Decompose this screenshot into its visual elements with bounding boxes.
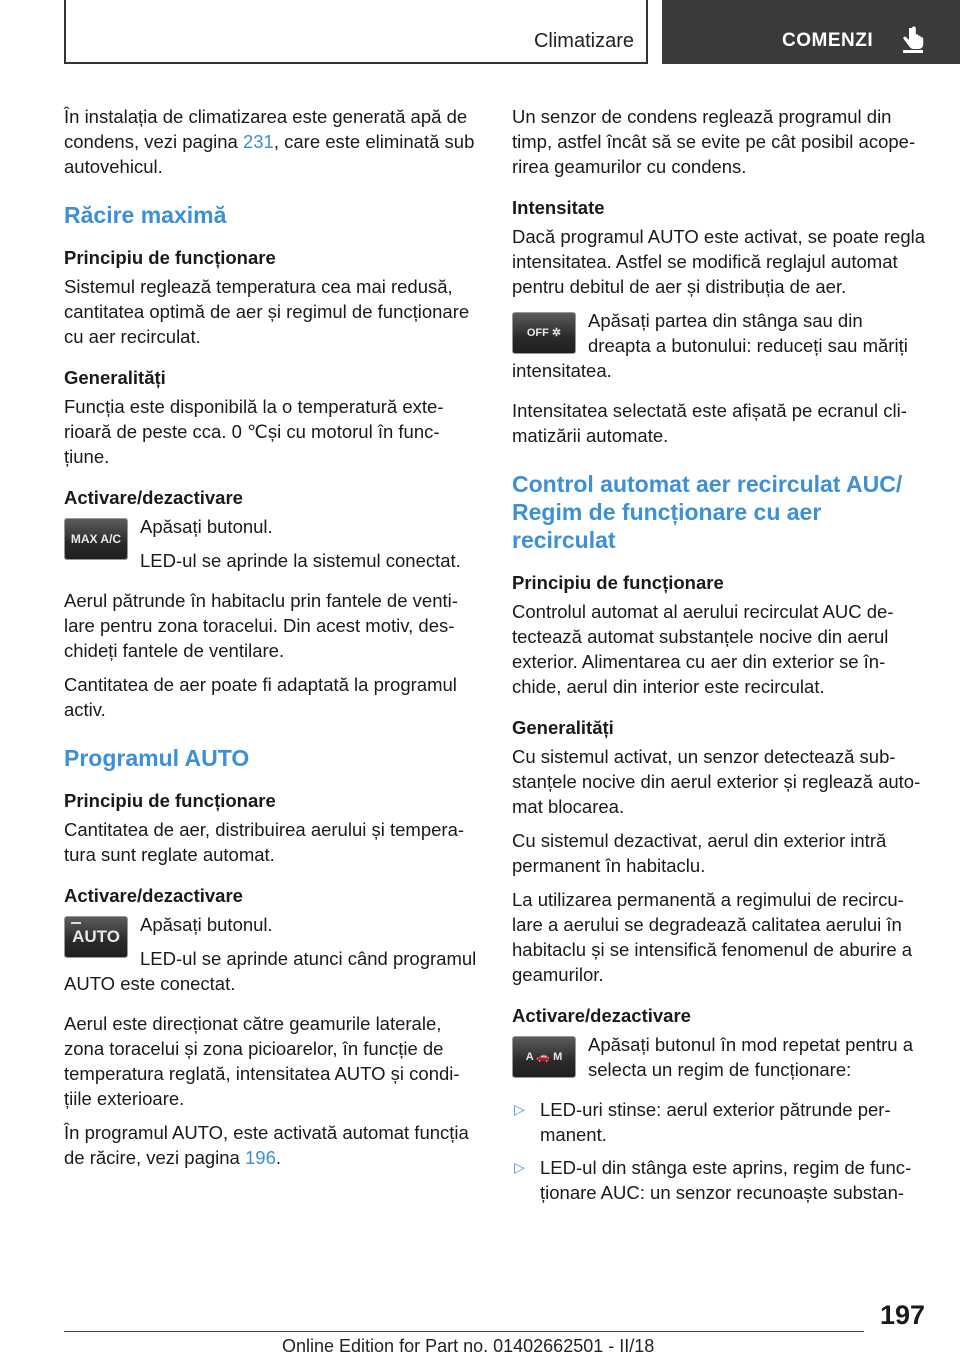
recirc-instruction-text: Apăsați butonul în mod repetat pentru a selecta un regim de funcționare: [588,1034,913,1080]
fan-instruction [512,308,926,392]
intro-text-end: , care este eliminată sub autovehicul. [64,131,475,177]
fan-intensity-button-image: OFF ✲ [512,312,576,354]
subheading-activation: Activare/dezactivare [64,885,243,906]
subheading-activation: Activare/dezactivare [64,487,243,508]
led-text: LED-ul se aprinde atunci când programul AUTO este conectat. [64,948,477,994]
page-link-231[interactable]: 231 [242,131,274,152]
paragraph: Aerul este direcționat către geamurile laterale, zona toracelui și zona picioarelor, în funcție de temperatura reglată, intensitatea AUTO și condițiile exterioare. [64,1013,460,1109]
auto-instruction [64,912,478,1005]
header-chapter-box [64,0,648,64]
section-title-auc: Control automat aer recirculat AUC/ Regim de funcționare cu aer recirculat [512,471,903,553]
intro-text: În instalația de climatizarea este generată apă de condens, vezi pagina [64,106,468,152]
subheading-principle: Principiu de funcționare [64,247,276,268]
recirculation-button-image: A 🚗 M [512,1036,576,1078]
triangle-bullet-icon: ▷ [514,1159,525,1175]
subheading-activation: Activare/dezactivare [512,1005,691,1026]
paragraph: Un senzor de condens reglează programul din timp, astfel încât să se evite pe cât posibil acoperirea geamurilor cu condens. [512,106,916,177]
max-ac-instruction [64,514,478,582]
paragraph: Cantitatea de aer poate fi adaptată la programul activ. [64,674,457,720]
section-tab-label: COMENZI [782,30,874,51]
paragraph: Sistemul reglează temperatura cea mai redusă, cantitatea optimă de aer și regimul de funcționare cu aer recirculat. [64,276,470,347]
list-item-text: LED-uri stinse: aerul exterior pătrunde permanent. [540,1099,891,1145]
triangle-bullet-icon: ▷ [514,1101,525,1117]
subheading-intensity: Intensitate [512,197,605,218]
recirc-instruction [512,1032,926,1091]
subheading-general: Generalități [64,367,166,388]
list-item [512,1097,926,1147]
paragraph: Cu sistemul activat, un senzor detectează substanțele nocive din aerul exterior și reglează automat blocarea. [512,746,921,817]
page-link-196[interactable]: 196 [245,1147,276,1168]
subheading-general: Generalități [512,717,614,738]
press-text: Apăsați butonul. [140,914,273,935]
paragraph: Aerul pătrunde în habitaclu prin fantele de ventilare pentru zona toracelui. Din acest motiv, deschideți fantele de ventilare. [64,590,458,661]
press-text: Apăsați butonul. [140,516,273,537]
section-title-max-cooling: Răcire maximă [64,202,227,228]
auto-button-image: AUTO [64,916,128,958]
paragraph: Funcția este disponibilă la o temperatură exterioară de peste cca. 0 ℃și cu motorul în funcțiune. [64,396,444,467]
led-text: LED-ul se aprinde la sistemul conectat. [140,550,461,571]
page-number: 197 [880,1300,926,1330]
list-item-text: LED-ul din stânga este aprins, regim de funcționare AUC: un senzor recunoaște substan- [540,1157,912,1203]
footer-divider [64,1331,864,1332]
subheading-principle: Principiu de funcționare [512,572,724,593]
edition-text: Online Edition for Part no. 01402662501 - II/18 [282,1336,655,1356]
list-item [512,1155,926,1205]
paragraph: Controlul automat al aerului recirculat AUC detectează automat substanțele nocive din aerul exterior. Alimentarea cu aer din exterior se închide, aerul din interior este recirculat. [512,601,894,697]
intro-paragraph [64,104,478,179]
paragraph: Dacă programul AUTO este activat, se poate regla intensitatea. Astfel se modifică reglajul automat pentru debitul de aer și distribuția de aer. [512,226,926,297]
hand-pointer-icon [900,26,926,54]
paragraph: La utilizarea permanentă a regimului de recirculare a aerului se degradează calitatea aerului în habitaclu și se intensifică fenomenul de aburire a geamurilor. [512,889,913,985]
max-ac-button-image: MAX A/C [64,518,128,560]
cooling-ref-text: În programul AUTO, este activată automat funcția de răcire, vezi pagina [64,1122,469,1168]
paragraph: Cu sistemul dezactivat, aerul din exterior intră permanent în habitaclu. [512,830,887,876]
right-column [512,104,926,1213]
section-tab[interactable] [662,0,960,64]
paragraph-cooling-ref [64,1120,478,1170]
chapter-title: Climatizare [533,30,634,52]
paragraph: Intensitatea selectată este afișată pe ecranul climatizării automate. [512,400,907,446]
paragraph: Cantitatea de aer, distribuirea aerului și temperatura sunt reglate automat. [64,819,465,865]
section-title-auto-program: Programul AUTO [64,745,250,771]
left-column [64,104,478,1179]
cooling-ref-end: . [275,1147,282,1168]
subheading-principle: Principiu de funcționare [64,790,276,811]
fan-instruction-text: Apăsați partea din stânga sau din dreapta a butonului: reduceți sau măriți intensitatea. [512,310,908,381]
